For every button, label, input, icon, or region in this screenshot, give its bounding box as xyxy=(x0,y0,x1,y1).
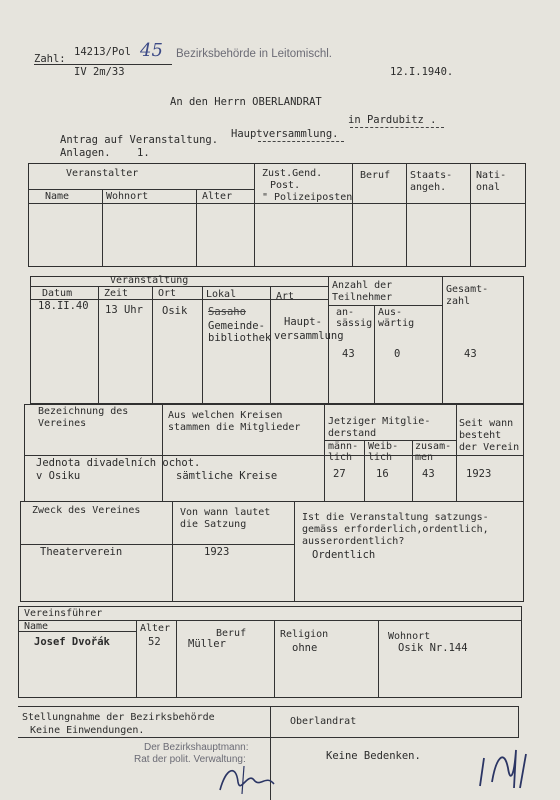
leader-age-header: Alter xyxy=(140,623,171,634)
gendarmerie-header-1: Zust.Gend. xyxy=(262,168,323,179)
local-participants-value: 43 xyxy=(342,348,355,360)
leader-residence-header: Wohnort xyxy=(388,631,431,642)
nationality-header-1: Nati- xyxy=(476,170,507,181)
association-name-value-1: Jednota divadelních ochot. xyxy=(36,457,201,469)
leader-religion-value: ohne xyxy=(292,642,318,654)
organizer-name-header: Name xyxy=(45,191,70,202)
event-type-value-1: Haupt- xyxy=(284,316,322,328)
statute-date-value: 1923 xyxy=(204,546,230,558)
founded-header-2: besteht xyxy=(459,430,502,441)
association-name-value-2: v Osiku xyxy=(36,470,81,482)
leader-age-value: 52 xyxy=(148,636,161,648)
leader-header: Vereinsführer xyxy=(24,608,103,619)
gendarmerie-header-2: Post. xyxy=(270,180,301,191)
membership-header-2: derstand xyxy=(328,428,377,439)
founded-value: 1923 xyxy=(466,468,492,480)
authority-stamp: Bezirksbehörde in Leitomischl. xyxy=(176,48,332,60)
event-date-value: 18.II.40 xyxy=(38,300,89,312)
signature-district xyxy=(214,760,284,798)
male-header-2: lich xyxy=(328,452,353,463)
participants-header-1: Anzahl der xyxy=(332,280,393,291)
leader-occupation-header: Beruf xyxy=(216,628,247,639)
total-header-1: Gesamt- xyxy=(446,284,489,295)
statutory-question-2: gemäss erforderlich,ordentlich, xyxy=(302,524,489,535)
local-header-1: an- xyxy=(336,307,355,318)
event-type-value-2: versammlung xyxy=(274,330,344,342)
association-name-header-1: Bezeichnung des xyxy=(38,406,129,417)
type-header: Art xyxy=(276,291,295,302)
total-members-value: 43 xyxy=(422,468,435,480)
purpose-value: Theaterverein xyxy=(40,546,123,558)
organizer-age-header: Alter xyxy=(202,191,233,202)
zahl-label: Zahl: xyxy=(34,53,66,65)
attachments-label: Anlagen. xyxy=(60,147,111,159)
nationality-header-2: onal xyxy=(476,182,501,193)
purpose-header: Zweck des Vereines xyxy=(32,505,141,516)
time-header: Zeit xyxy=(104,288,129,299)
female-members-value: 16 xyxy=(376,468,389,480)
address-place: in Pardubitz . xyxy=(348,114,437,126)
stamp-line-1: Der Bezirkshauptmann: xyxy=(144,742,249,753)
members-origin-value: sämtliche Kreise xyxy=(176,470,278,482)
zahl-number: 14213/Pol xyxy=(74,46,131,58)
statutory-answer-value: Ordentlich xyxy=(312,549,376,561)
members-origin-header-2: stammen die Mitglieder xyxy=(168,422,301,433)
total-header-2: zahl xyxy=(446,296,471,307)
event-header: Veranstaltung xyxy=(110,275,189,286)
female-header-1: Weib- xyxy=(368,441,399,452)
leader-religion-header: Religion xyxy=(280,629,329,640)
organizer-header: Veranstalter xyxy=(66,168,139,179)
total-members-header-2: men xyxy=(415,452,434,463)
no-concerns: Keine Bedenken. xyxy=(326,750,421,762)
event-place-value: Osik xyxy=(162,305,188,317)
document-date: 12.I.1940. xyxy=(390,66,454,78)
citizenship-header-2: angeh. xyxy=(410,182,447,193)
statute-date-header-1: Von wann lautet xyxy=(180,507,271,518)
organizer-residence-header: Wohnort xyxy=(106,191,149,202)
zahl-sub: IV 2m/33 xyxy=(74,66,125,78)
request-label: Antrag auf Veranstaltung. xyxy=(60,134,219,146)
external-header-2: wärtig xyxy=(378,318,415,329)
oberlandrat-label: Oberlandrat xyxy=(290,716,357,727)
statutory-question-3: ausserordentlich? xyxy=(302,536,405,547)
no-objections: Keine Einwendungen. xyxy=(30,725,145,736)
statutory-question-1: Ist die Veranstaltung satzungs- xyxy=(302,512,489,523)
event-venue-value-2: bibliothek xyxy=(208,332,272,344)
leader-occupation-value: Müller xyxy=(188,638,226,650)
external-header-1: Aus- xyxy=(378,307,403,318)
venue-header: Lokal xyxy=(206,289,237,300)
event-venue-value-1: Gemeinde- xyxy=(208,320,265,332)
zahl-handwritten: 45 xyxy=(140,40,163,61)
founded-header-1: Seit wann xyxy=(459,418,514,429)
female-header-2: lich xyxy=(368,452,393,463)
founded-header-3: der Verein xyxy=(459,442,520,453)
request-event: Hauptversammlung. xyxy=(231,128,339,140)
local-header-2: sässig xyxy=(336,318,373,329)
total-participants-value: 43 xyxy=(464,348,477,360)
total-members-header-1: zusam- xyxy=(415,441,452,452)
place-header: Ort xyxy=(158,288,177,299)
occupation-header: Beruf xyxy=(360,170,391,181)
statute-date-header-2: die Satzung xyxy=(180,519,247,530)
event-venue-struck: Sasaho xyxy=(208,306,246,318)
male-members-value: 27 xyxy=(333,468,346,480)
statement-label: Stellungnahme der Bezirksbehörde xyxy=(22,712,215,723)
male-header-1: männ- xyxy=(328,441,359,452)
stamp-line-2: Rat der polit. Verwaltung: xyxy=(134,754,246,765)
signature-oberlandrat xyxy=(470,738,534,796)
leader-residence-value: Osik Nr.144 xyxy=(398,642,468,654)
leader-name-value: Josef Dvořák xyxy=(34,636,110,648)
members-origin-header-1: Aus welchen Kreisen xyxy=(168,410,283,421)
addressee: An den Herrn OBERLANDRAT xyxy=(170,96,322,108)
event-time-value: 13 Uhr xyxy=(105,304,143,316)
external-participants-value: 0 xyxy=(394,348,401,360)
gendarmerie-header-3: " Polizeiposten xyxy=(262,192,353,203)
attachments-count: 1. xyxy=(137,147,150,159)
association-name-header-2: Vereines xyxy=(38,418,87,429)
citizenship-header-1: Staats- xyxy=(410,170,453,181)
membership-header-1: Jetziger Mitglie- xyxy=(328,416,431,427)
leader-name-header: Name xyxy=(24,621,49,632)
participants-header-2: Teilnehmer xyxy=(332,292,393,303)
date-header: Datum xyxy=(42,288,73,299)
